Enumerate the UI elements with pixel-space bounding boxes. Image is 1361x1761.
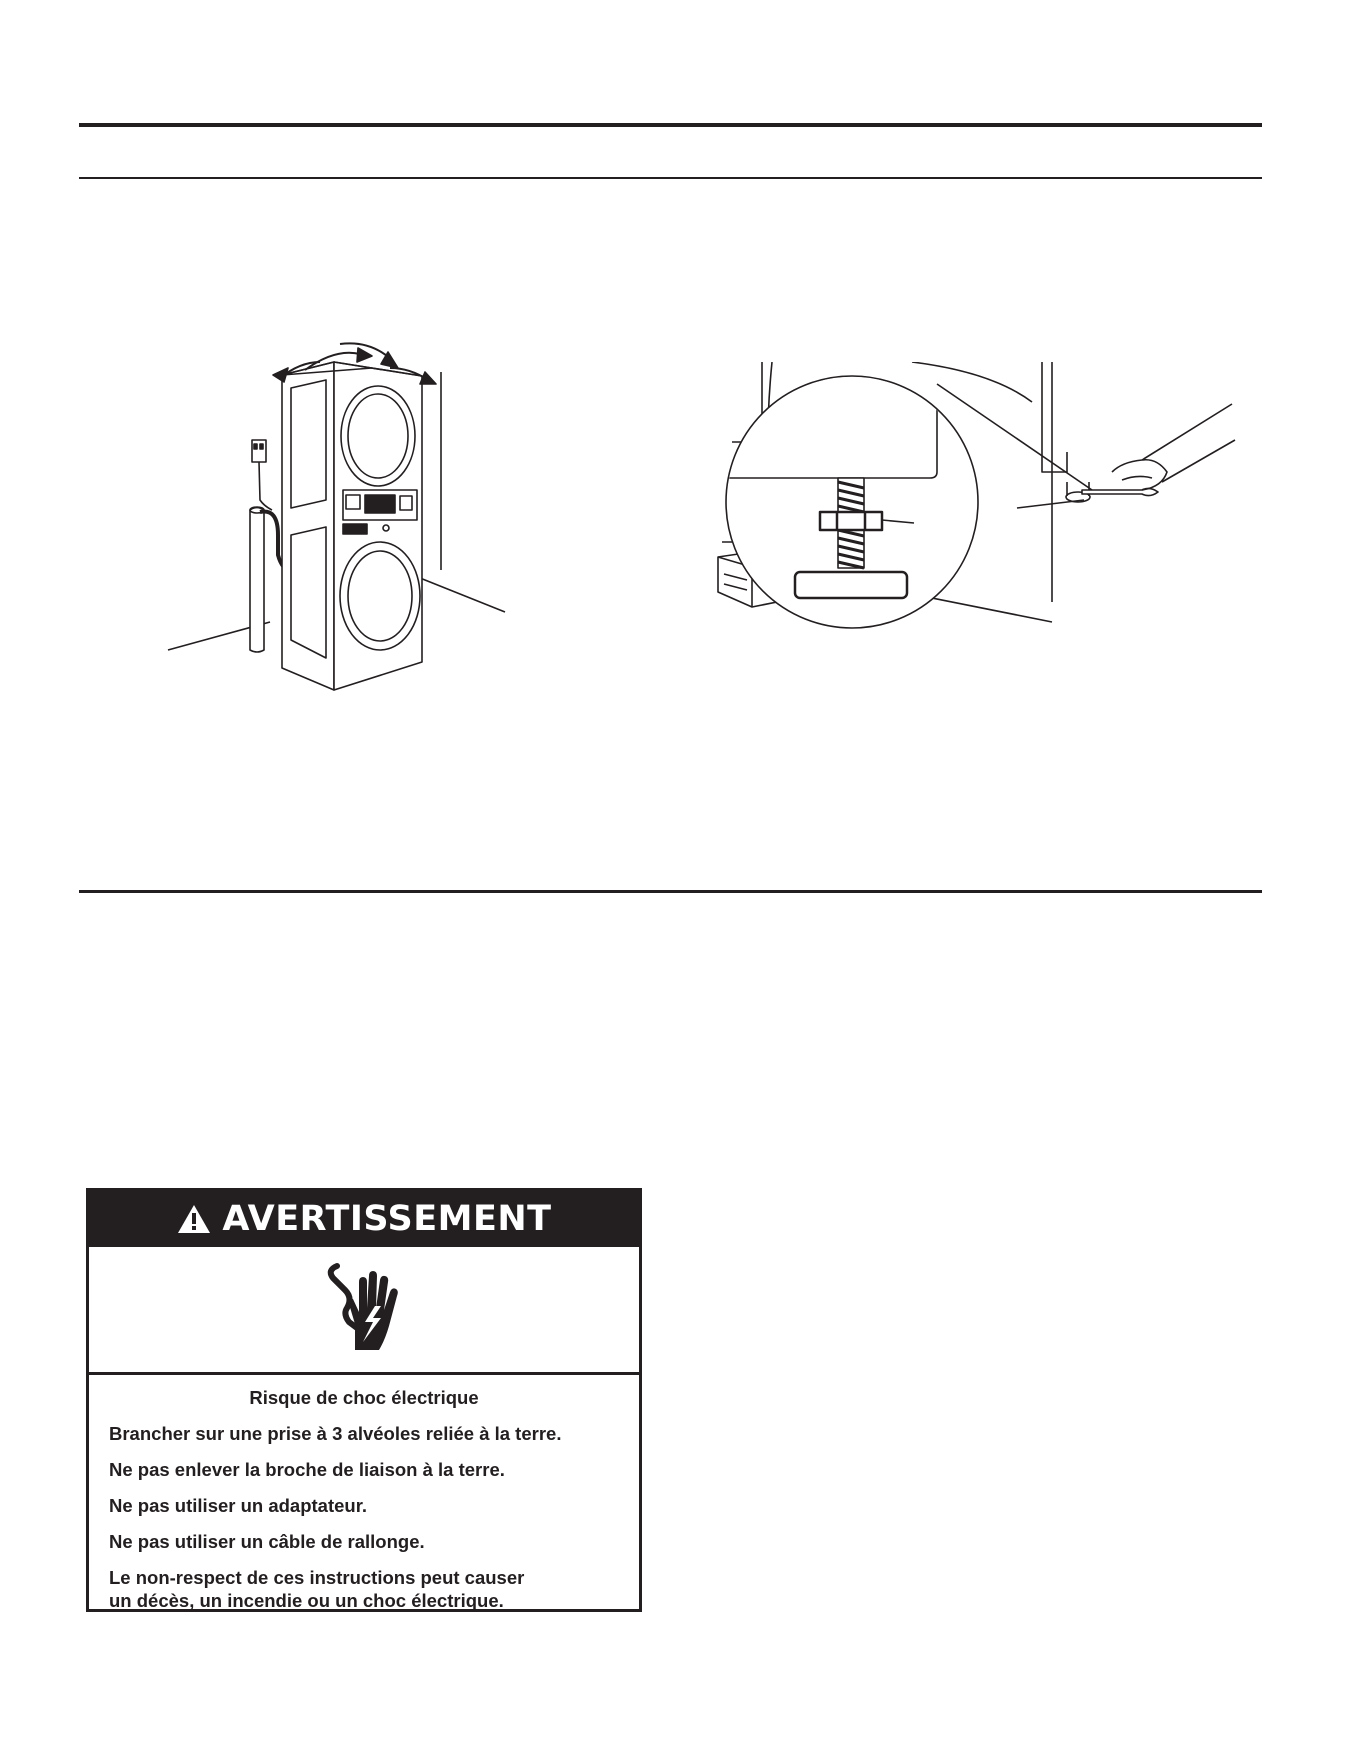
warning-line: Brancher sur une prise à 3 alvéoles reliée à la terre. [109,1423,562,1444]
warning-line: Ne pas utiliser un adaptateur. [109,1495,368,1516]
hazard-icon-area [89,1247,639,1375]
leveling-foot-detail-illustration [712,362,1242,652]
warning-title: AVERTISSEMENT [222,1199,552,1239]
warning-line: Ne pas utiliser un câble de rallonge. [109,1531,425,1552]
warning-body [89,1375,639,1612]
warning-triangle-icon [176,1203,212,1235]
warning-heading: Risque de choc électrique [249,1387,479,1408]
warning-line: Le non-respect de ces instructions peut causer un décès, un incendie ou un choc électrique. [109,1567,525,1611]
top-thick-rule [79,123,1262,127]
top-thin-rule [79,177,1262,179]
stacked-washer-dryer-illustration [160,340,520,700]
warning-header [89,1191,639,1247]
section-divider-rule [79,890,1262,893]
electric-shock-warning-box [86,1188,642,1612]
warning-line: Ne pas enlever la broche de liaison à la terre. [109,1459,505,1480]
electric-shock-hand-icon [319,1262,409,1357]
